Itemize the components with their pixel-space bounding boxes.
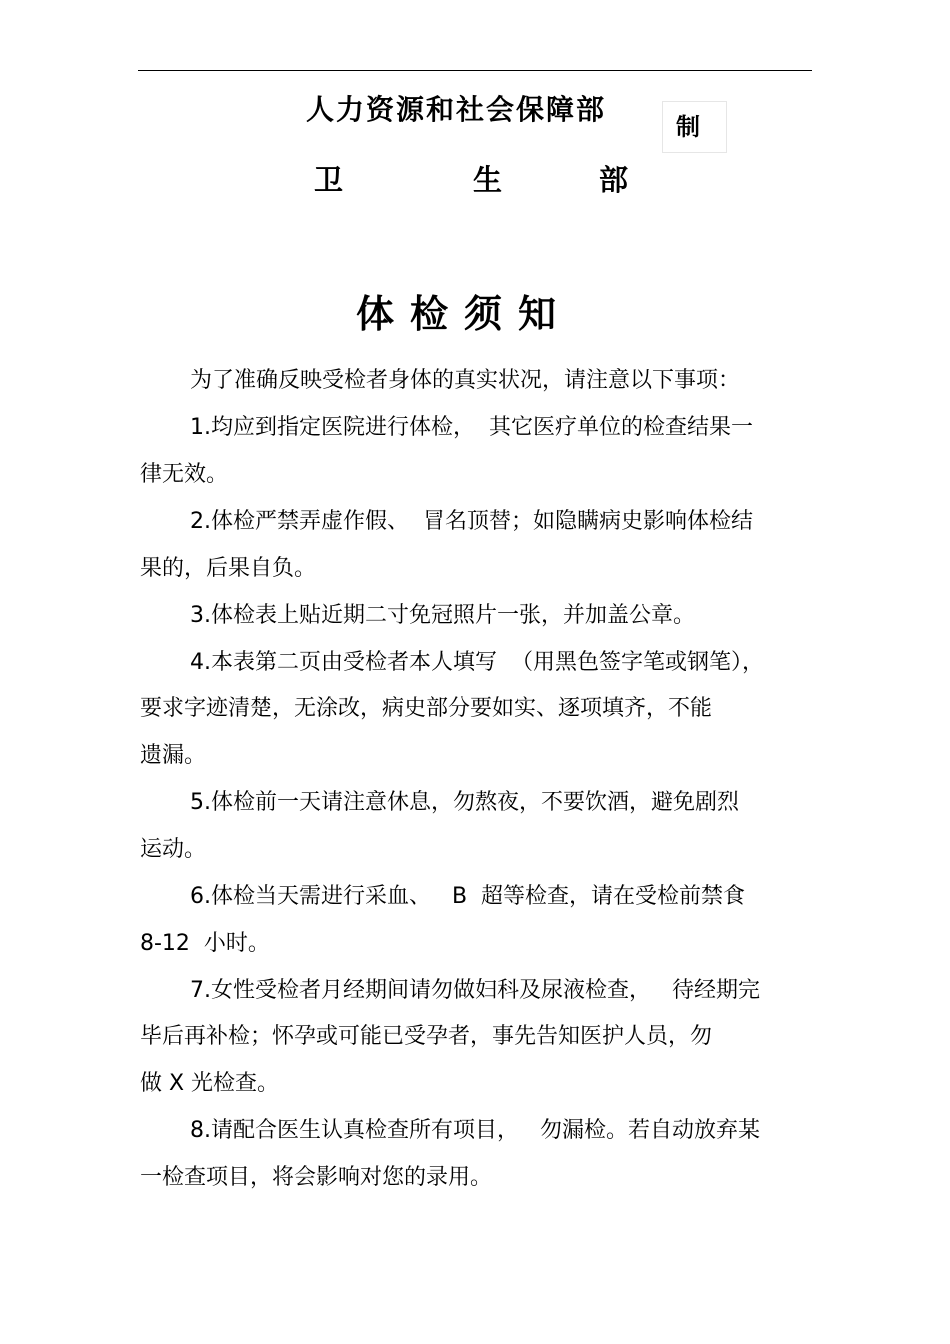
issuer-ministry-health-char-1: 卫 [314,163,344,197]
issuer-ministry-health-char-2: 生 [473,163,503,197]
issued-mark: 制 [676,113,700,141]
item-8-line-1: 8.请配合医生认真检查所有项目， 勿漏检。若自动放弃某 [190,1118,760,1143]
item-1-line-2: 律无效。 [140,462,229,487]
item-8-line-2: 一检查项目，将会影响对您的录用。 [140,1165,493,1190]
item-4-line-1: 4.本表第二页由受检者本人填写 （用黑色签字笔或钢笔）， [190,650,764,675]
item-4-line-3: 遗漏。 [140,743,207,768]
item-7-line-2: 毕后再补检；怀孕或可能已受孕者，事先告知医护人员，勿 [140,1024,713,1049]
intro-paragraph: 为了准确反映受检者身体的真实状况，请注意以下事项： [190,368,741,393]
item-4-line-2: 要求字迹清楚，无涂改，病史部分要如实、逐项填齐，不能 [140,696,713,721]
item-2-line-1: 2.体检严禁弄虚作假、 冒名顶替；如隐瞒病史影响体检结 [190,509,753,534]
item-1-line-1: 1.均应到指定医院进行体检， 其它医疗单位的检查结果一 [190,415,753,440]
item-7-line-1: 7.女性受检者月经期间请勿做妇科及尿液检查， 待经期完 [190,978,760,1003]
item-2-line-2: 果的，后果自负。 [140,556,317,581]
item-7-line-3: 做 X 光检查。 [140,1071,280,1096]
top-rule [138,70,812,71]
item-6-line-2: 8-12 小时。 [140,931,270,956]
issuer-ministry-health-char-3: 部 [599,163,629,197]
document-title: 体检须知 [356,292,573,336]
item-5-line-1: 5.体检前一天请注意休息，勿熬夜，不要饮酒，避免剧烈 [190,790,739,815]
issuer-ministry-hrss: 人力资源和社会保障部 [306,93,607,126]
item-3-line-1: 3.体检表上贴近期二寸免冠照片一张，并加盖公章。 [190,603,695,628]
item-5-line-2: 运动。 [140,837,207,862]
item-6-line-1: 6.体检当天需进行采血、 B 超等检查，请在受检前禁食 [190,884,746,909]
